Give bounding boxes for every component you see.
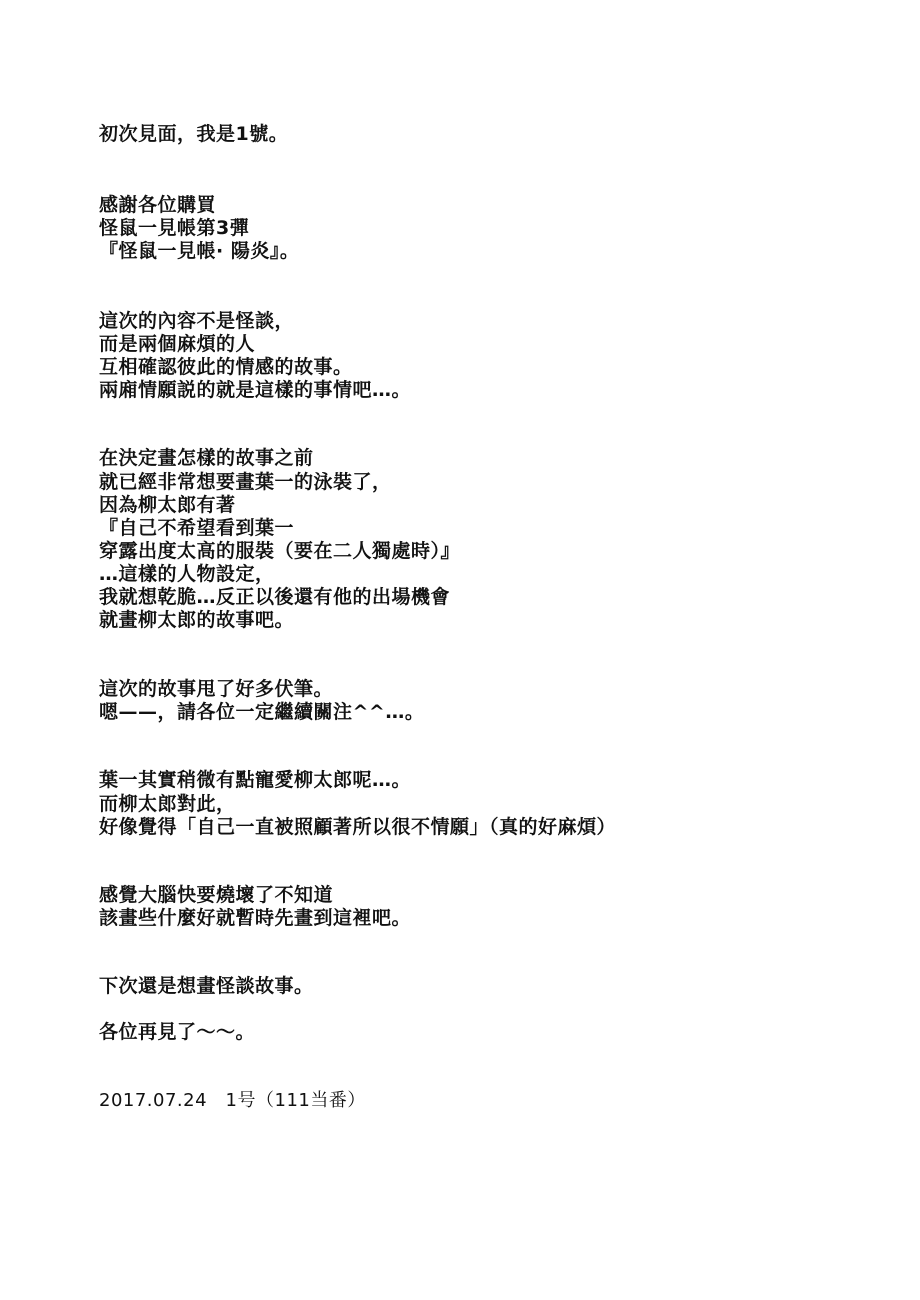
p2-line-2: 而是兩個麻煩的人 — [99, 333, 256, 355]
p2-line-1: 這次的內容不是怪談， — [99, 310, 295, 332]
p3-line-1: 在決定畫怎樣的故事之前 — [99, 447, 314, 469]
p1-line-2: 怪鼠一見帳第3彈 — [99, 217, 250, 239]
p5-line-3: 好像覺得「自己一直被照顧著所以很不情願」（真的好麻煩） — [99, 816, 617, 838]
p3-line-2: 就已經非常想要畫葉一的泳裝了， — [99, 471, 392, 493]
p5-line-1: 葉一其實稍微有點寵愛柳太郎呢…。 — [99, 769, 412, 791]
p3-line-4: 『自己不希望看到葉一 — [99, 517, 295, 539]
p3-line-7: 我就想乾脆…反正以後還有他的出場機會 — [99, 586, 451, 608]
p6-line-1: 感覺大腦快要燒壞了不知道 — [99, 884, 334, 906]
p2-line-3: 互相確認彼此的情感的故事。 — [99, 356, 353, 378]
signature-date: 2017.07.24 1号（111当番） — [99, 1090, 366, 1111]
p8-line: 各位再見了〜〜。 — [99, 1021, 256, 1043]
p3-line-6: …這樣的人物設定， — [99, 563, 275, 585]
p4-line-2: 嗯——，請各位一定繼續關注^^…。 — [99, 701, 425, 723]
p3-line-5: 穿露出度太高的服裝（要在二人獨處時）』 — [99, 540, 461, 562]
p3-line-3: 因為柳太郎有著 — [99, 494, 236, 516]
p3-line-8: 就畫柳太郎的故事吧。 — [99, 609, 295, 631]
p7-line: 下次還是想畫怪談故事。 — [99, 975, 314, 997]
greeting-line: 初次見面，我是1號。 — [99, 123, 289, 145]
p5-line-2: 而柳太郎對此， — [99, 793, 236, 815]
p6-line-2: 該畫些什麼好就暫時先畫到這裡吧。 — [99, 907, 412, 929]
p1-line-1: 感謝各位購買 — [99, 194, 217, 216]
p4-line-1: 這次的故事甩了好多伏筆。 — [99, 678, 334, 700]
p1-line-3: 『怪鼠一見帳· 陽炎』。 — [99, 240, 300, 262]
p2-line-4: 兩廂情願説的就是這樣的事情吧…。 — [99, 379, 412, 401]
